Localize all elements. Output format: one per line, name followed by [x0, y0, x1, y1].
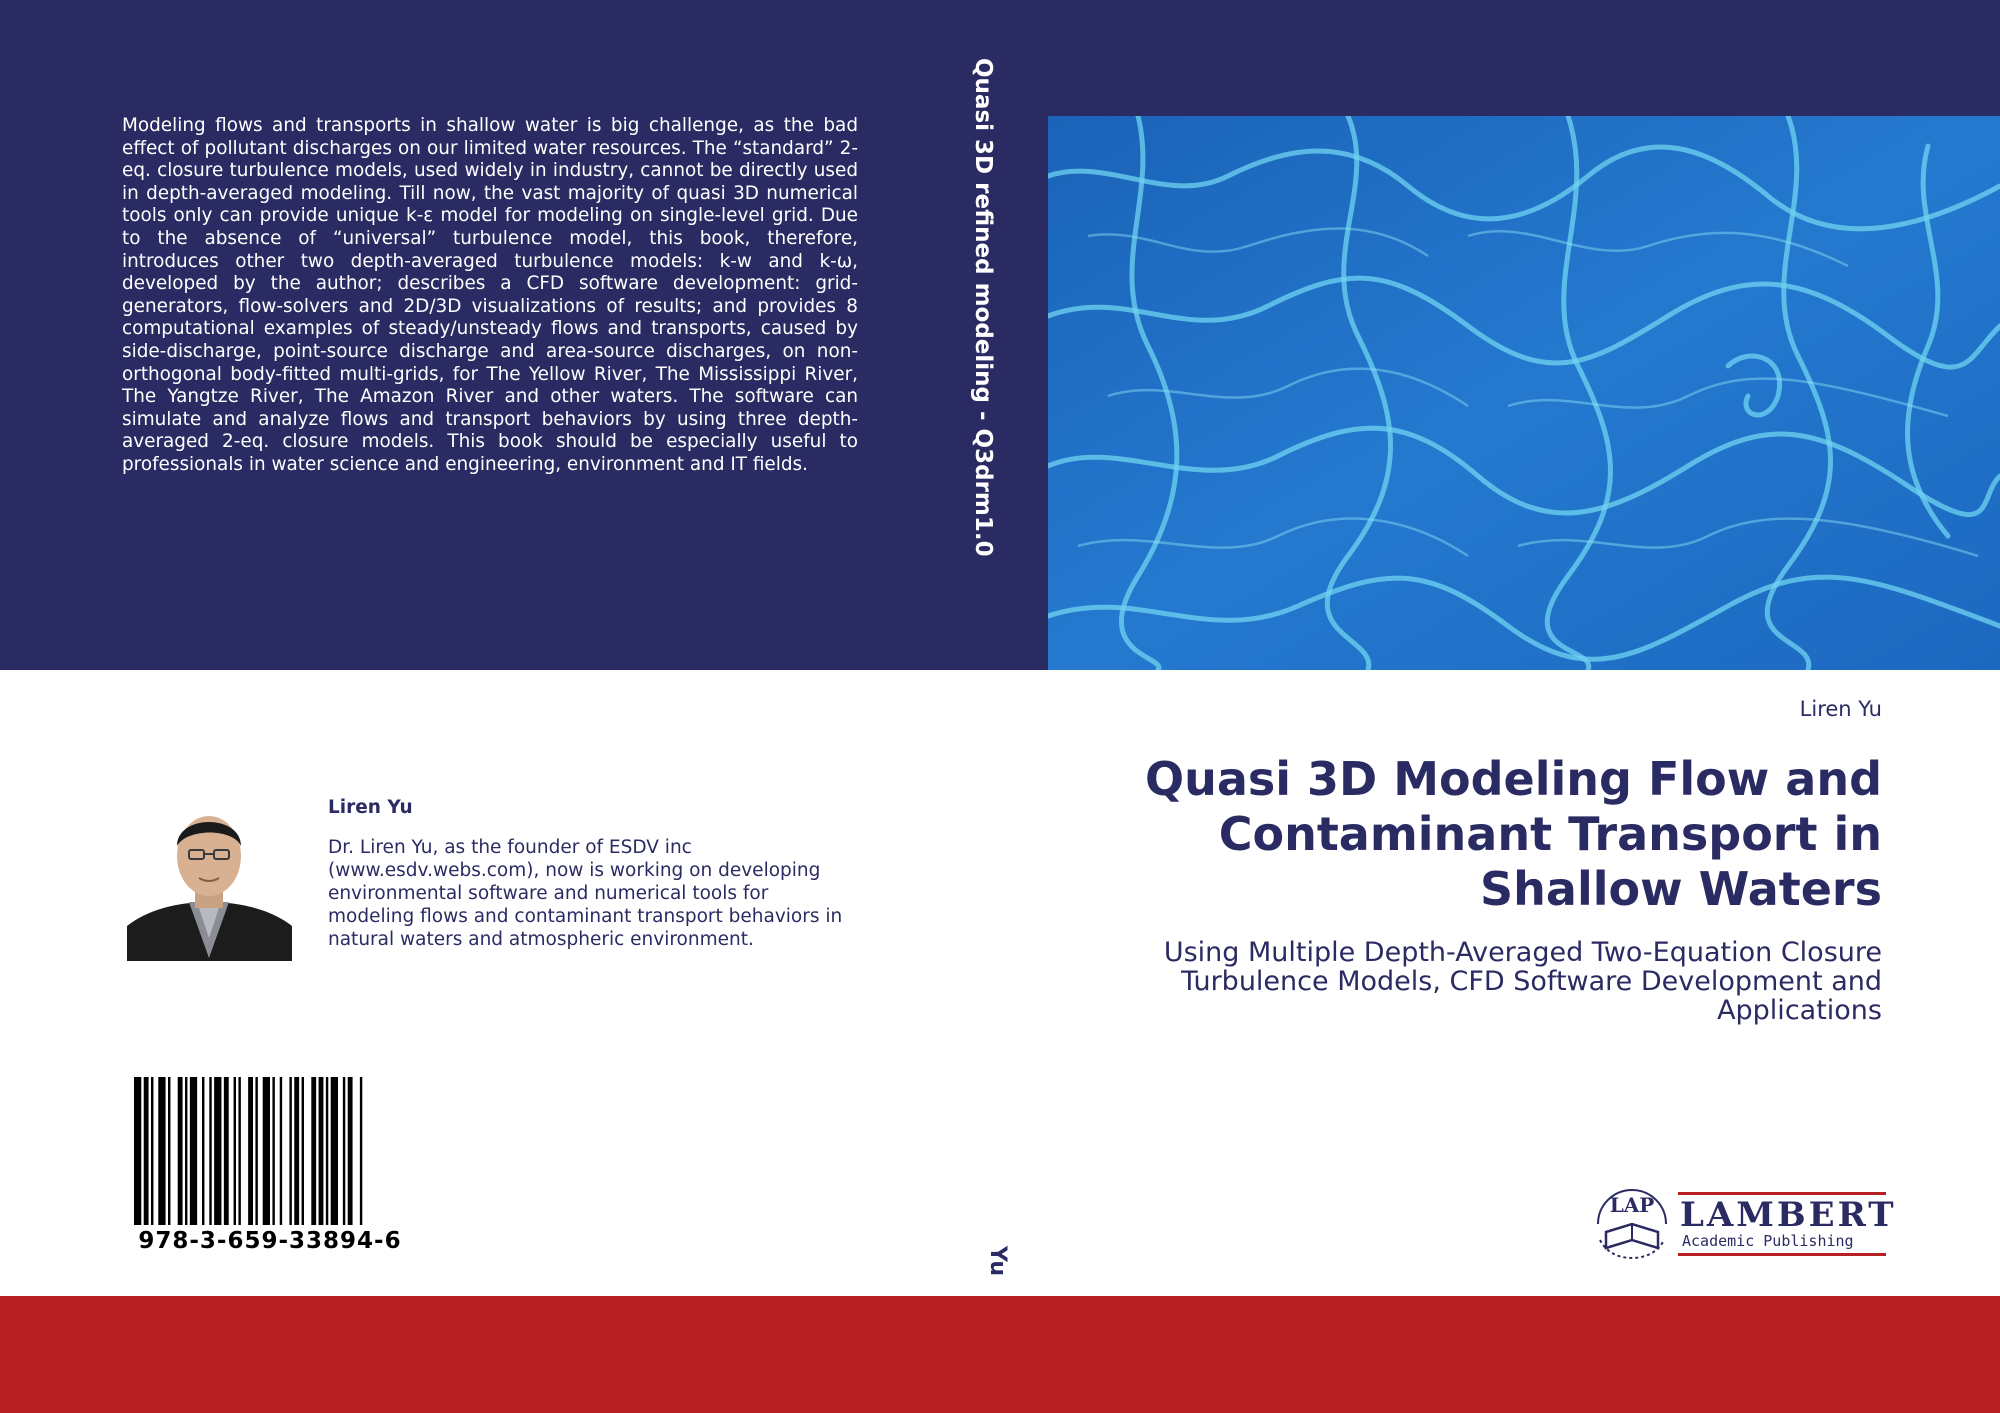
publisher-name: LAMBERT — [1680, 1195, 1897, 1235]
barcode-bar — [348, 1077, 353, 1225]
barcode-bar — [178, 1077, 183, 1225]
barcode-bar — [302, 1077, 304, 1225]
author-bio: Dr. Liren Yu, as the founder of ESDV inc (www.esdv.webs.com), now is working on developing environmental software and numerical tools for modeling flows and contaminant transport behaviors in natural waters and atmospheric environment. — [328, 837, 843, 950]
barcode — [134, 1077, 406, 1225]
author-photo — [127, 798, 292, 961]
barcode-bar — [360, 1077, 362, 1225]
spine-title: Quasi 3D refined modeling - Q3drm1.0 — [970, 58, 996, 557]
publisher-tagline: Academic Publishing — [1682, 1232, 1854, 1250]
book-title: Quasi 3D Modeling Flow and Contaminant Transport in Shallow Waters — [1144, 752, 1882, 916]
water-cover-image — [1048, 116, 2000, 670]
lap-seal — [1598, 1190, 1666, 1258]
barcode-bar — [202, 1077, 204, 1225]
bio-author-name: Liren Yu — [328, 797, 413, 818]
barcode-bar — [326, 1077, 328, 1225]
barcode-bar — [331, 1077, 338, 1225]
barcode-bar — [255, 1077, 257, 1225]
barcode-bar — [280, 1077, 282, 1225]
barcode-bar — [234, 1077, 236, 1225]
barcode-bar — [144, 1077, 149, 1225]
barcode-bar — [238, 1077, 240, 1225]
barcode-bar — [134, 1077, 141, 1225]
barcode-bar — [263, 1077, 270, 1225]
barcode-bar — [168, 1077, 170, 1225]
lap-badge-text: LAP — [1609, 1193, 1655, 1217]
barcode-bar — [209, 1077, 211, 1225]
barcode-bar — [158, 1077, 165, 1225]
barcode-bar — [214, 1077, 221, 1225]
barcode-bar — [319, 1077, 324, 1225]
book-subtitle: Using Multiple Depth-Averaged Two-Equation Closure Turbulence Models, CFD Software Development and Applications — [1163, 937, 1882, 1026]
barcode-bar — [185, 1077, 187, 1225]
back-cover-blurb: Modeling flows and transports in shallow water is big challenge, as the bad effect of pollutant discharges on our limited water resources. The “standard” 2-eq. closure turbulence models, used widely in industry, cannot be directly used in depth-averaged modeling. Till now, the vast majority of quasi 3D numerical tools only can provide unique k-ε model for modeling on single-level grid. Due to the absence of “universal” turbulence model, this book, therefore, introduces other two depth-averaged turbulence models: k-w and k-ω, developed by the author; describes a CFD software development: grid-generators, flow-solvers and 2D/3D visualizations of results; and provides 8 computational examples of steady/unsteady flows and transports, caused by side-discharge, point-source discharge and area-source discharges, on non-orthogonal body-fitted multi-grids, for The Yellow River, The Mississippi River, The Yangtze River, The Amazon River and other waters. The software can simulate and analyze flows and transport behaviors by using three depth-averaged 2-eq. closure models. This book should be especially useful to professionals in water science and engineering, environment and IT fields. — [122, 115, 858, 475]
barcode-bar — [272, 1077, 274, 1225]
barcode-bar — [289, 1077, 291, 1225]
barcode-bar — [151, 1077, 153, 1225]
barcode-bar — [224, 1077, 229, 1225]
publisher-logo — [1592, 1188, 1897, 1260]
barcode-bar — [294, 1077, 299, 1225]
spine-author: Yu — [985, 1246, 1010, 1276]
isbn-number: 978-3-659-33894-6 — [138, 1228, 402, 1254]
front-author: Liren Yu — [1799, 697, 1882, 721]
barcode-bar — [190, 1077, 197, 1225]
barcode-bar — [343, 1077, 345, 1225]
barcode-bar — [248, 1077, 253, 1225]
barcode-bar — [311, 1077, 316, 1225]
bottom-band — [0, 1296, 2000, 1413]
